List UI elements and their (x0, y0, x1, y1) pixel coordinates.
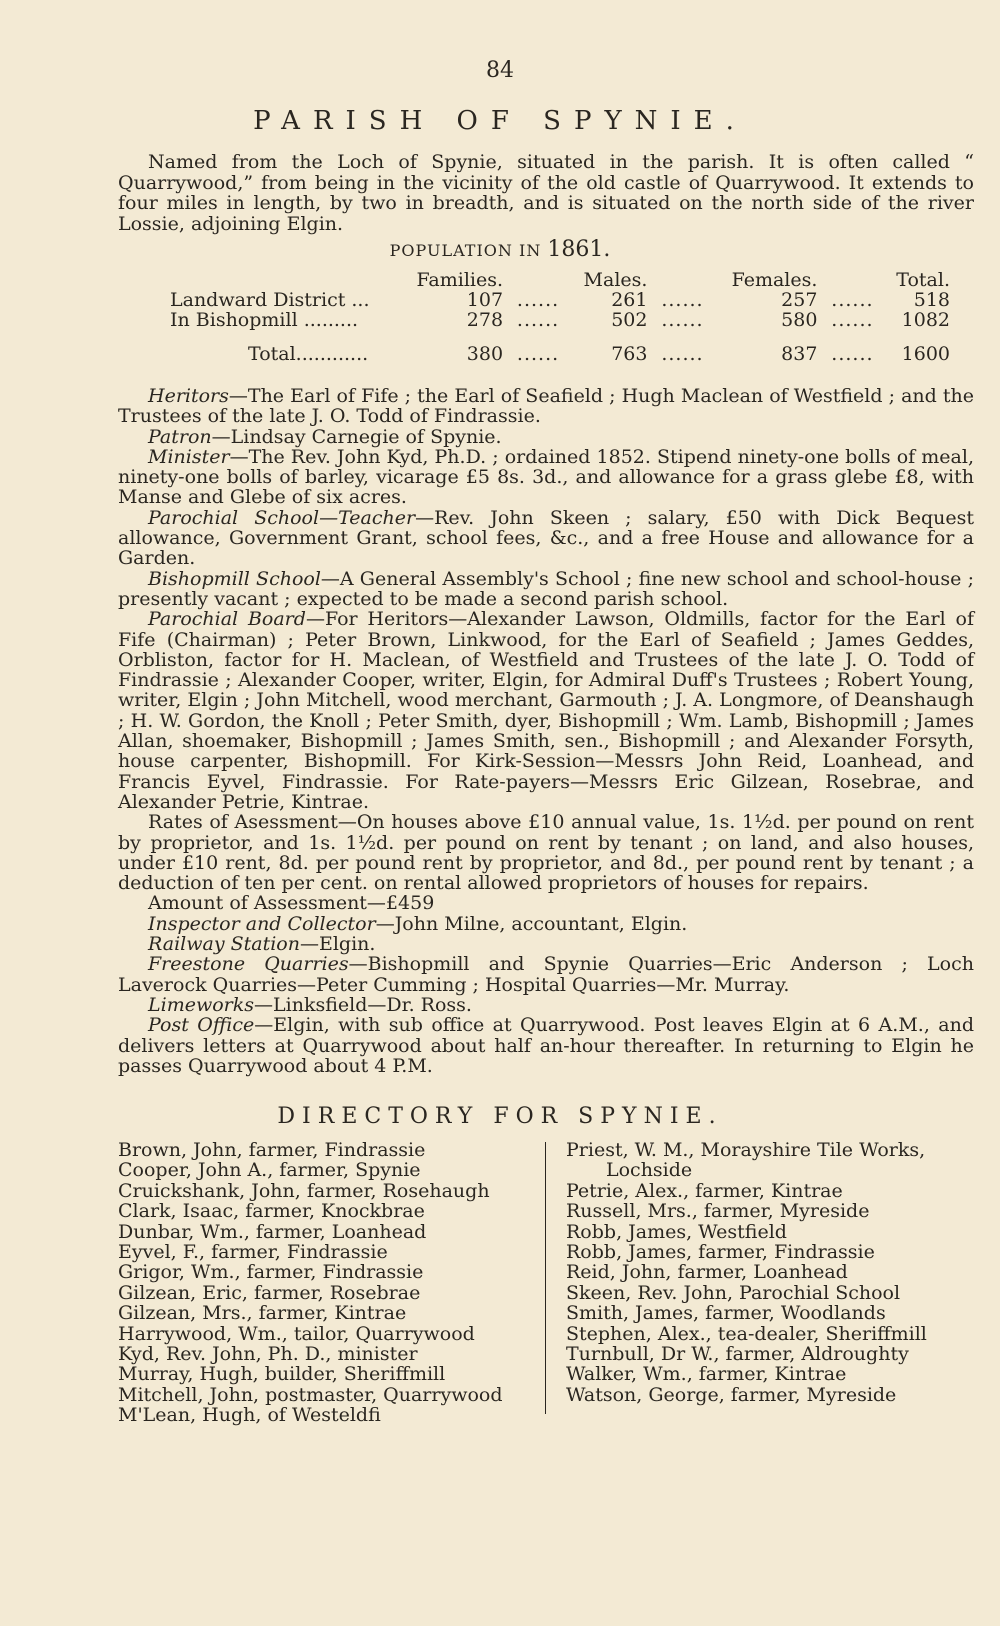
entry-paragraph (118, 934, 974, 954)
list-item: Robb, James, Westfield (566, 1220, 787, 1243)
list-item: Mitchell, John, postmaster, Quarrywood (118, 1383, 503, 1406)
cell-families: 278 (466, 309, 504, 331)
entry-label: Parochial School—Teacher (148, 506, 416, 529)
entry-paragraph (118, 569, 974, 610)
entry-label: Freestone Quarries (148, 953, 349, 976)
list-item: Skeen, Rev. John, Parochial School (566, 1281, 901, 1304)
entry-paragraph (118, 427, 974, 447)
list-item: Grigor, Wm., farmer, Findrassie (118, 1261, 424, 1284)
entry-label: Minister (148, 445, 230, 468)
entry-paragraph (118, 1015, 974, 1076)
col-families: Families. (416, 269, 504, 291)
entry-label: Limeworks (148, 993, 255, 1016)
list-item: Brown, John, farmer, Findrassie (118, 1139, 426, 1161)
entry-paragraph (118, 893, 974, 913)
entry-paragraph (118, 812, 974, 893)
parish-details (118, 386, 974, 1076)
list-item: Eyvel, F., farmer, Findrassie (118, 1241, 388, 1264)
col-females: Females. (731, 269, 818, 291)
list-item: Cooper, John A., farmer, Spynie (118, 1159, 421, 1182)
entry-label: Inspector and Collector (148, 912, 376, 935)
cell-families: 107 (466, 289, 504, 311)
entry-text: —Rev. John Skeen ; salary, £50 with Dick Bequest allowance, Government Grant, school fees, &c., and a free House and allowance for a Garden. (118, 506, 974, 570)
cell-total: 1082 (901, 309, 950, 331)
entry-paragraph (118, 447, 974, 508)
entry-text: Rates of Asessment—On houses above £10 annual value, 1s. 1½d. per pound on rent by proprietor, and 1s. 1½d. per pound on rent by tenant ; on land, and also houses, under £10 rent, 8d. per pound rent by proprietor, and 8d., per pound rent by tenant ; a deduction of ten per cent. on rental allowed proprietors of houses for repairs. (118, 811, 974, 895)
list-item: Dunbar, Wm., farmer, Loanhead (118, 1220, 427, 1243)
entry-label: Post Office (148, 1014, 255, 1037)
page-title: PARISH OF SPYNIE. (253, 106, 747, 136)
leader-dots: ...... (661, 309, 704, 331)
list-item: Turnbull, Dr W., farmer, Aldroughty (566, 1343, 909, 1366)
entry-label: Parochial Board (148, 608, 306, 631)
directory-right-column (566, 1140, 976, 1405)
entry-label: Patron (148, 425, 212, 448)
entry-label: Bishopmill School (148, 567, 321, 590)
entry-paragraph (118, 609, 974, 812)
cell-females: 257 (781, 289, 818, 311)
page-number: 84 (486, 58, 514, 83)
entry-paragraph (118, 954, 974, 995)
list-item: Cruickshank, John, farmer, Rosehaugh (118, 1179, 490, 1202)
population-heading (0, 237, 1000, 262)
entry-text: —John Milne, accountant, Elgin. (375, 912, 688, 935)
total-total: 1600 (901, 343, 950, 365)
leader-dots: ...... (516, 343, 560, 365)
population-year: 1861. (547, 237, 611, 262)
leader-dots: ...... (516, 289, 560, 311)
total-males: 763 (611, 343, 648, 365)
cell-total: 518 (913, 289, 950, 311)
total-row (170, 344, 950, 364)
list-item: Robb, James, farmer, Findrassie (566, 1241, 875, 1264)
leader-dots: ...... (516, 309, 560, 331)
table-row (170, 310, 950, 330)
leader-dots: ...... (831, 309, 874, 331)
row-label: In Bishopmill ......... (170, 309, 359, 331)
entry-text: —A General Assembly's School ; fine new school and school-house ; presently vacant ; expected to be made a second parish school. (118, 567, 974, 610)
total-females: 837 (781, 343, 818, 365)
list-item: Petrie, Alex., farmer, Kintrae (566, 1179, 843, 1202)
entry-text: —The Rev. John Kyd, Ph.D. ; ordained 1852. Stipend ninety-one bolls of meal, ninety-one bolls of barley, vicarage £5 8s. 3d., and allowance for a grass glebe £8, with Manse and Glebe of six acres. (118, 445, 974, 509)
population-header-row (170, 270, 950, 290)
list-item: Priest, W. M., Morayshire Tile Works, (566, 1139, 926, 1161)
entry-text: Amount of Assessment—£459 (148, 892, 435, 915)
list-item: Clark, Isaac, farmer, Knockbrae (118, 1200, 425, 1223)
total-label: Total............ (248, 343, 369, 365)
population-table (170, 270, 950, 364)
list-item: Harrywood, Wm., tailor, Quarrywood (118, 1322, 475, 1345)
leader-dots: ...... (661, 343, 704, 365)
entry-text: —Elgin. (299, 933, 376, 956)
list-item: Gilzean, Eric, farmer, Rosebrae (118, 1281, 421, 1304)
cell-females: 580 (781, 309, 818, 331)
entry-paragraph (118, 995, 974, 1015)
list-item: M'Lean, Hugh, of Westeldfi (118, 1404, 381, 1427)
list-item: Reid, John, farmer, Loanhead (566, 1261, 848, 1284)
leader-dots: ...... (831, 343, 874, 365)
entry-paragraph (118, 914, 974, 934)
row-label: Landward District ... (170, 289, 370, 311)
total-families: 380 (466, 343, 504, 365)
list-item: Kyd, Rev. John, Ph. D., minister (118, 1343, 418, 1366)
leader-dots: ...... (661, 289, 704, 311)
cell-males: 502 (611, 309, 648, 331)
entry-text: —Linksfield—Dr. Ross. (254, 993, 472, 1016)
population-heading-text: POPULATION IN (389, 241, 542, 260)
entry-text: —Elgin, with sub office at Quarrywood. Post leaves Elgin at 6 A.M., and delivers letters at Quarrywood about half an-hour thereafter. In returning to Elgin he passes Quarrywood about 4 P.M. (118, 1014, 974, 1077)
list-item-continuation: Lochside (606, 1159, 693, 1182)
table-row (170, 290, 950, 310)
entry-label: Railway Station (148, 933, 300, 956)
directory-left-column (118, 1140, 538, 1426)
leader-dots: ...... (831, 289, 874, 311)
list-item: Watson, George, farmer, Myreside (566, 1383, 897, 1406)
list-item: Russell, Mrs., farmer, Myreside (566, 1200, 870, 1223)
column-divider (545, 1142, 546, 1414)
list-item: Walker, Wm., farmer, Kintrae (566, 1363, 847, 1386)
list-item: Murray, Hugh, builder, Sheriffmill (118, 1363, 446, 1386)
directory-title: DIRECTORY FOR SPYNIE. (277, 1104, 723, 1129)
intro-paragraph: Named from the Loch of Spynie, situated in the parish. It is often called “ Quarrywood,” from being in the vicinity of the old castle of Quarrywood. It extends to four miles in length, by two in breadth, and is situated on the north side of the river Lossie, adjoining Elgin. (118, 151, 974, 235)
list-item: Gilzean, Mrs., farmer, Kintrae (118, 1302, 407, 1325)
col-total: Total. (896, 269, 950, 291)
entry-paragraph (118, 508, 974, 569)
list-item: Smith, James, farmer, Woodlands (566, 1302, 886, 1325)
entry-text: —The Earl of Fife ; the Earl of Seafield ; Hugh Maclean of Westfield ; and the Trustees of the late J. O. Todd of Findrassie. (118, 385, 974, 428)
cell-males: 261 (611, 289, 648, 311)
entry-text: —For Heritors—Alexander Lawson, Oldmills, factor for the Earl of Fife (Chairman) ; Peter Brown, Linkwood, for the Earl of Seafield ; James Geddes, Orbliston, factor for H. Maclean, of Westfield and Trustees of the late J. O. Todd of Findrassie ; Alexander Cooper, writer, Elgin, for Admiral Duff's Trustees ; Robert Young, writer, Elgin ; John Mitchell, wood merchant, Garmouth ; J. A. Longmore, of Deanshaugh ; H. W. Gordon, the Knoll ; Peter Smith, dyer, Bishopmill ; Wm. Lamb, Bishopmill ; James Allan, shoemaker, Bishopmill ; James Smith, sen., Bishopmill ; and Alexander Forsyth, house carpenter, Bishopmill. For Kirk-Session—Messrs John Reid, Loanhead, and Francis Eyvel, Findrassie. For Rate-payers—Messrs Eric Gilzean, Rosebrae, and Alexander Petrie, Kintrae. (118, 608, 975, 813)
entry-text: —Lindsay Carnegie of Spynie. (211, 425, 502, 448)
list-item: Stephen, Alex., tea-dealer, Sheriffmill (566, 1322, 927, 1345)
col-males: Males. (583, 269, 648, 291)
entry-paragraph (118, 386, 974, 427)
entry-label: Heritors (148, 385, 229, 407)
entry-text: —Bishopmill and Spynie Quarries—Eric Anderson ; Loch Laverock Quarries—Peter Cumming ; Hospital Quarries—Mr. Murray. (118, 953, 974, 996)
